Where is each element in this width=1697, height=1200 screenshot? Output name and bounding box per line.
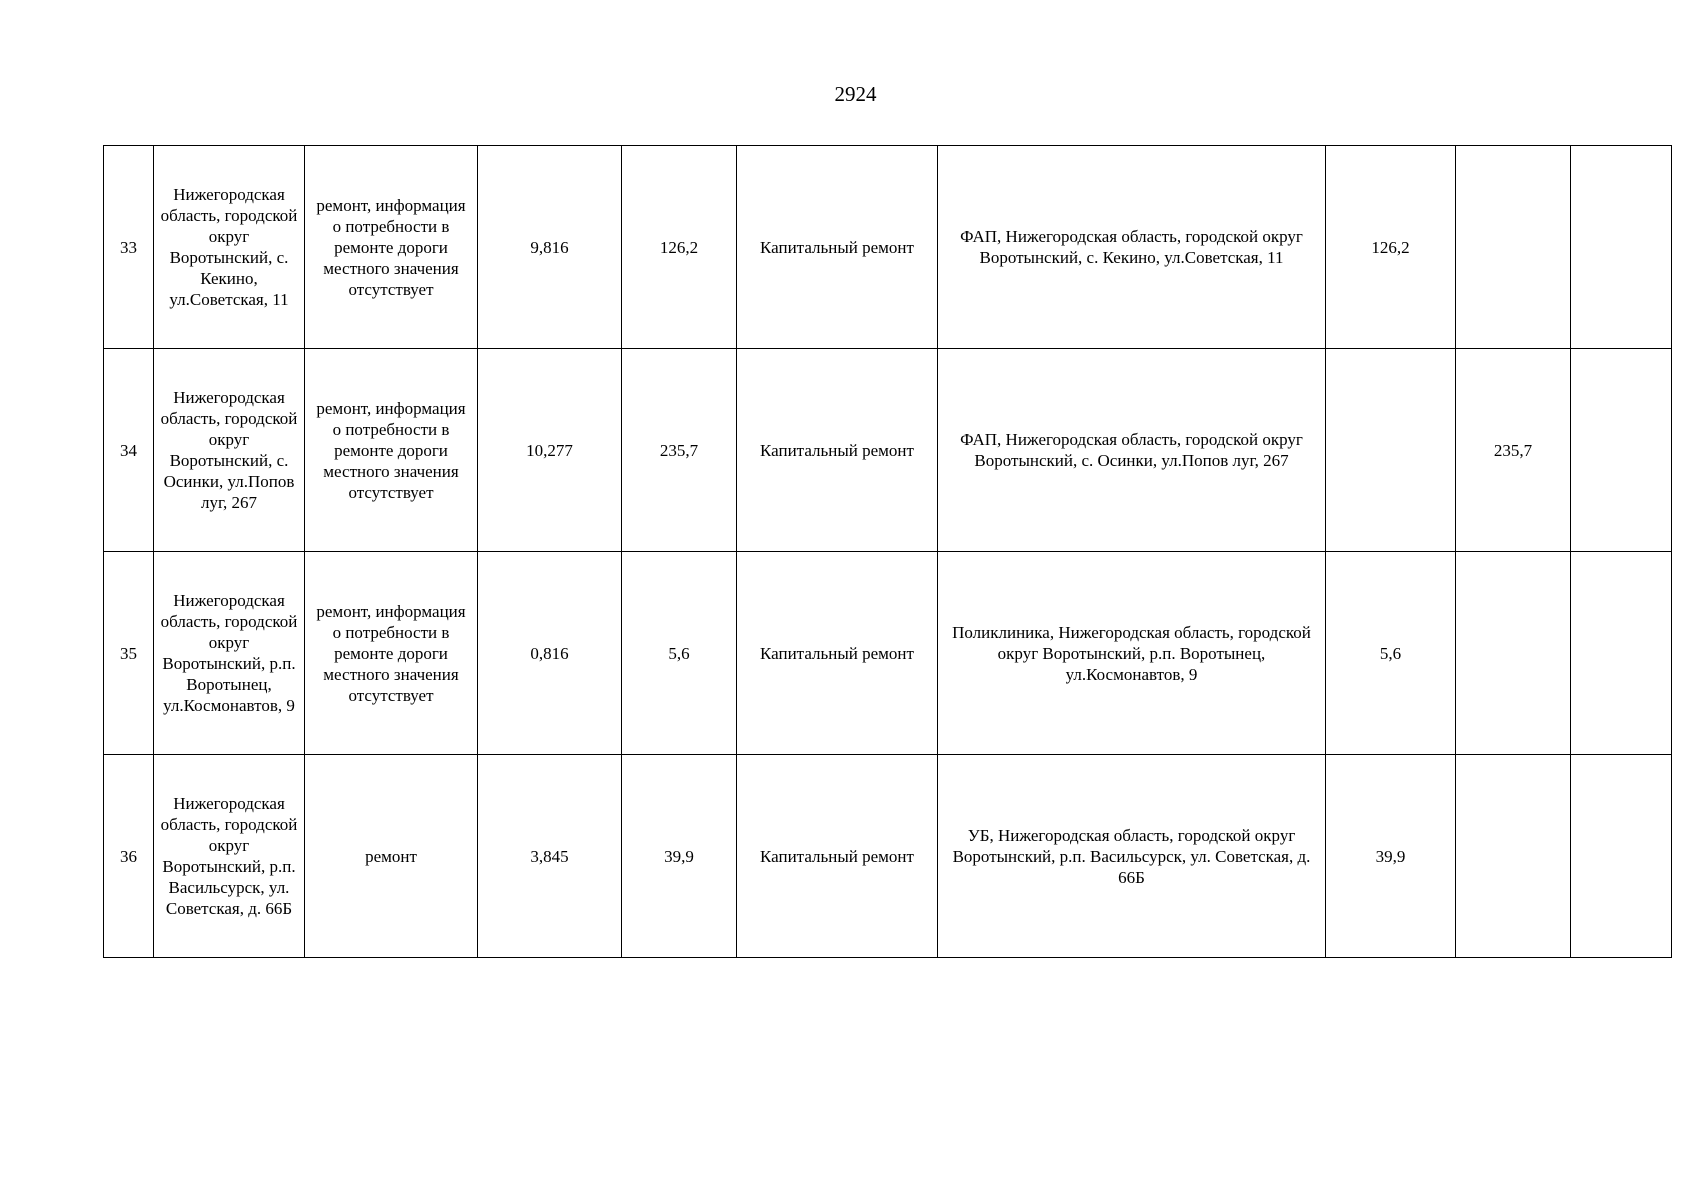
repair-type-cell: Капитальный ремонт [737, 146, 938, 349]
col10-cell [1571, 349, 1672, 552]
table-row [104, 755, 1672, 958]
object-cell: УБ, Нижегородская область, городской округ Воротынский, р.п. Васильсурск, ул. Советская, д. 66Б [938, 755, 1326, 958]
object-cell: Поликлиника, Нижегородская область, городской округ Воротынский, р.п. Воротынец, ул.Космонавтов, 9 [938, 552, 1326, 755]
table-row [104, 146, 1672, 349]
data-table [103, 145, 1672, 958]
col9-cell [1456, 552, 1571, 755]
col10-cell [1571, 552, 1672, 755]
page-number: 2924 [834, 82, 877, 106]
work-cell: ремонт, информация о потребности в ремонте дороги местного значения отсутствует [305, 146, 478, 349]
col8-cell: 39,9 [1326, 755, 1456, 958]
address-cell: Нижегородская область, городской округ Воротынский, р.п. Воротынец, ул.Космонавтов, 9 [154, 552, 305, 755]
work-cell: ремонт, информация о потребности в ремонте дороги местного значения отсутствует [305, 349, 478, 552]
work-cell: ремонт, информация о потребности в ремонте дороги местного значения отсутствует [305, 552, 478, 755]
col9-cell: 235,7 [1456, 349, 1571, 552]
row-number: 33 [104, 146, 154, 349]
table-row [104, 349, 1672, 552]
work-cell: ремонт [305, 755, 478, 958]
value2-cell: 39,9 [622, 755, 737, 958]
col8-cell [1326, 349, 1456, 552]
col10-cell [1571, 146, 1672, 349]
address-cell: Нижегородская область, городской округ Воротынский, с. Осинки, ул.Попов луг, 267 [154, 349, 305, 552]
repair-type-cell: Капитальный ремонт [737, 755, 938, 958]
row-number: 36 [104, 755, 154, 958]
object-cell: ФАП, Нижегородская область, городской округ Воротынский, с. Кекино, ул.Советская, 11 [938, 146, 1326, 349]
address-cell: Нижегородская область, городской округ Воротынский, с. Кекино, ул.Советская, 11 [154, 146, 305, 349]
value1-cell: 0,816 [478, 552, 622, 755]
col8-cell: 126,2 [1326, 146, 1456, 349]
row-number: 34 [104, 349, 154, 552]
col8-cell: 5,6 [1326, 552, 1456, 755]
row-number: 35 [104, 552, 154, 755]
object-cell: ФАП, Нижегородская область, городской округ Воротынский, с. Осинки, ул.Попов луг, 267 [938, 349, 1326, 552]
value1-cell: 9,816 [478, 146, 622, 349]
address-cell: Нижегородская область, городской округ Воротынский, р.п. Васильсурск, ул. Советская, д. 66Б [154, 755, 305, 958]
repair-type-cell: Капитальный ремонт [737, 349, 938, 552]
value1-cell: 10,277 [478, 349, 622, 552]
value2-cell: 235,7 [622, 349, 737, 552]
col10-cell [1571, 755, 1672, 958]
col9-cell [1456, 755, 1571, 958]
col9-cell [1456, 146, 1571, 349]
value2-cell: 126,2 [622, 146, 737, 349]
value1-cell: 3,845 [478, 755, 622, 958]
repair-type-cell: Капитальный ремонт [737, 552, 938, 755]
value2-cell: 5,6 [622, 552, 737, 755]
table-row [104, 552, 1672, 755]
